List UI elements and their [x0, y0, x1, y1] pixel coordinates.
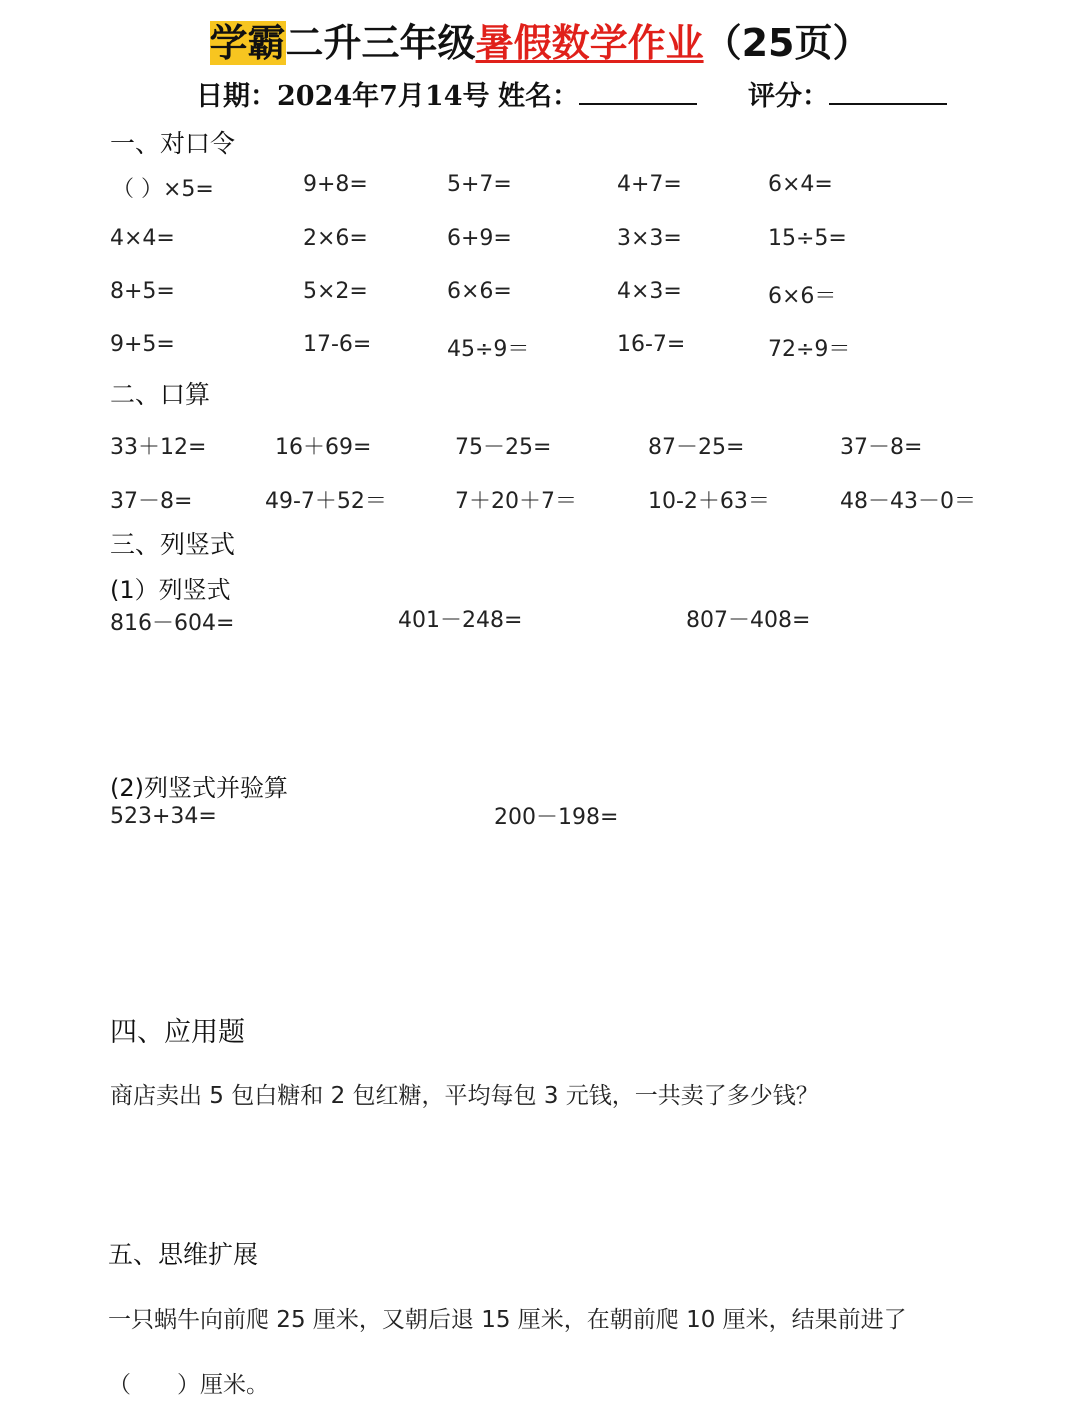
problem: 37－8=: [110, 489, 193, 514]
title-subject: 暑假数学作业: [475, 21, 704, 65]
title-page: （25页）: [703, 21, 871, 65]
problem: 4×3=: [617, 279, 682, 304]
problem: 16＋69=: [275, 435, 372, 460]
worksheet-title: [0, 12, 1080, 67]
problem: 9+8=: [303, 172, 368, 197]
problem: 816－604=: [110, 611, 235, 636]
name-field[interactable]: [498, 74, 697, 113]
problem: 9+5=: [110, 332, 175, 357]
problem: 72÷9＝: [768, 337, 851, 362]
problem: （ ）×5=: [112, 177, 214, 202]
title-grade: 二升三年级: [285, 21, 476, 65]
problem: 7＋20＋7＝: [455, 489, 577, 514]
section-5-heading: 五、思维扩展: [108, 1240, 259, 1269]
problem: 87－25=: [648, 435, 745, 460]
problem: 6×6=: [447, 279, 512, 304]
problem: 15÷5=: [768, 226, 847, 251]
problem: 49-7＋52＝: [265, 489, 387, 514]
problem: 401－248=: [398, 608, 523, 633]
problem: 3×3=: [617, 226, 682, 251]
problem: 4+7=: [617, 172, 682, 197]
problem: 37－8=: [840, 435, 923, 460]
problem: 5×2=: [303, 279, 368, 304]
problem: 6×6＝: [768, 284, 837, 309]
name-label: 姓名：: [498, 81, 579, 112]
score-field[interactable]: [748, 74, 947, 113]
section-2-heading: 二、口算: [110, 380, 211, 409]
word-problem: 商店卖出 5 包白糖和 2 包红糖，平均每包 3 元钱，一共卖了多少钱？: [110, 1083, 819, 1109]
thinking-problem-line-2: （ ）厘米。: [108, 1372, 269, 1398]
problem: 807－408=: [686, 608, 811, 633]
problem: 200－198=: [494, 805, 619, 830]
score-blank[interactable]: [829, 79, 947, 105]
problem: 10-2＋63＝: [648, 489, 770, 514]
problem: 45÷9＝: [447, 337, 530, 362]
section-1-heading: 一、对口令: [110, 129, 236, 158]
problem: 5+7=: [447, 172, 512, 197]
section-3-heading: 三、列竖式: [110, 530, 236, 559]
date-label: 日期：2024年7月14号: [196, 81, 490, 112]
score-label: 评分：: [748, 81, 829, 112]
section-3-sub2-heading: (2)列竖式并验算: [110, 774, 288, 802]
title-highlight: 学霸: [209, 21, 286, 65]
problem: 48－43－0＝: [840, 489, 976, 514]
problem: 8+5=: [110, 279, 175, 304]
problem: 6×4=: [768, 172, 833, 197]
problem: 6+9=: [447, 226, 512, 251]
problem: 33＋12=: [110, 435, 207, 460]
problem: 2×6=: [303, 226, 368, 251]
problem: 75－25=: [455, 435, 552, 460]
problem: 523+34=: [110, 804, 217, 829]
section-4-heading: 四、应用题: [110, 1017, 245, 1048]
problem: 4×4=: [110, 226, 175, 251]
thinking-problem-line-1: 一只蜗牛向前爬 25 厘米，又朝后退 15 厘米，在朝前爬 10 厘米，结果前进了: [108, 1307, 907, 1333]
problem: 16-7=: [617, 332, 686, 357]
name-blank[interactable]: [579, 79, 697, 105]
problem: 17-6=: [303, 332, 372, 357]
section-3-sub1-heading: (1）列竖式: [110, 576, 231, 604]
